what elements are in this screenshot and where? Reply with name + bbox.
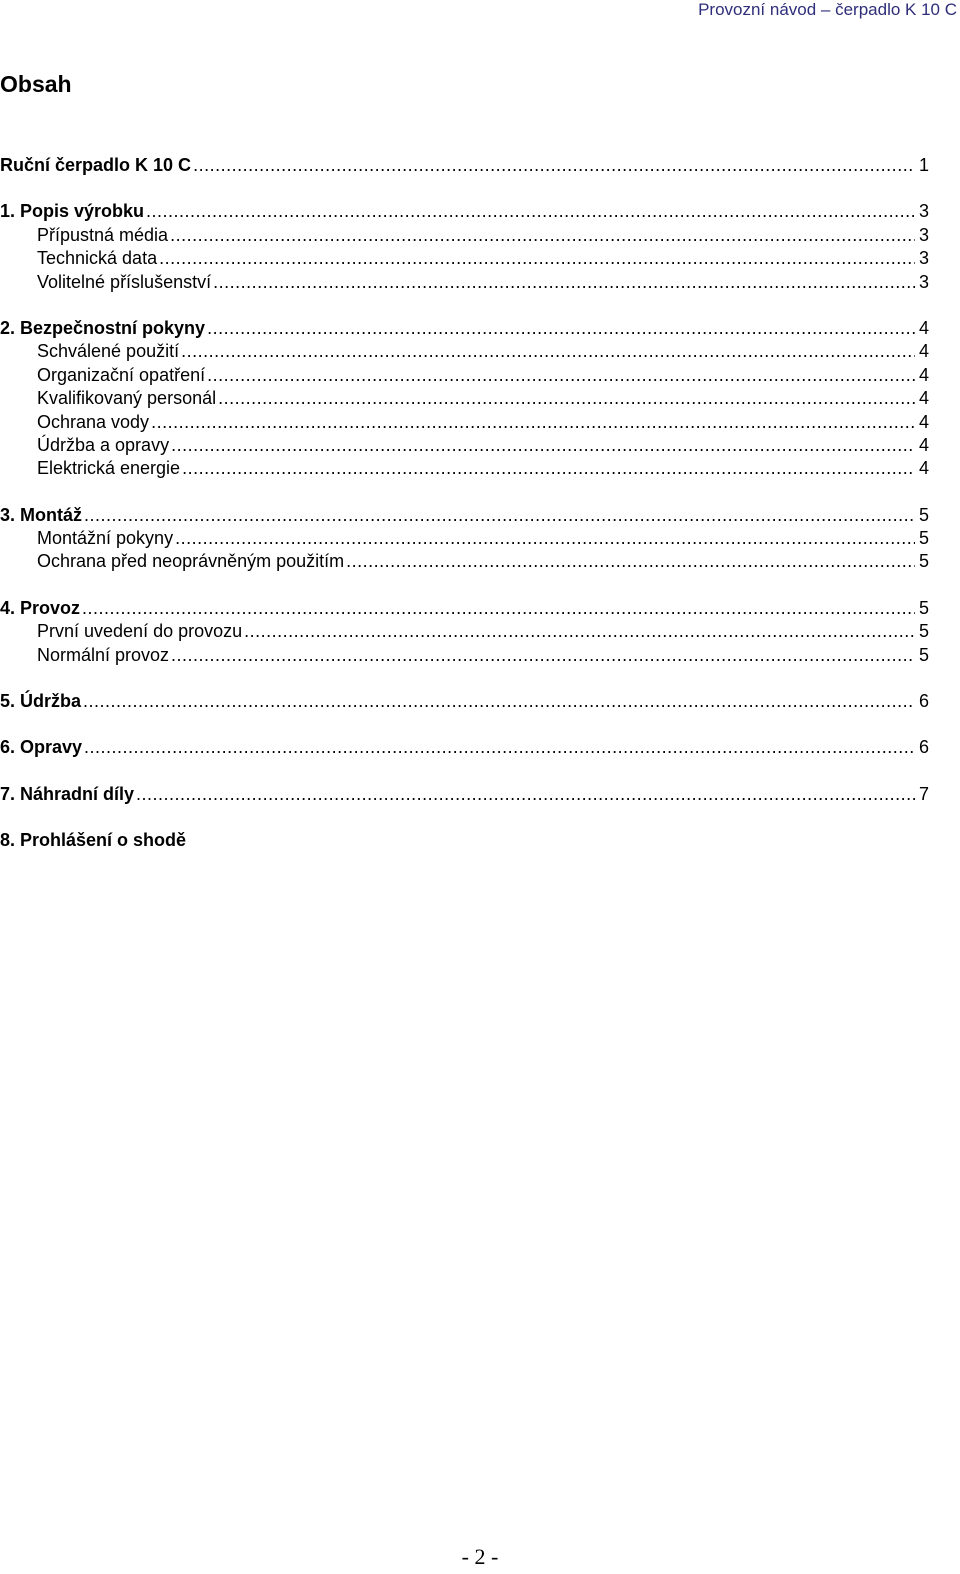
toc-entry[interactable] — [0, 783, 929, 806]
toc-entry[interactable] — [0, 504, 929, 527]
table-of-contents — [0, 154, 929, 876]
toc-entry[interactable] — [0, 247, 929, 270]
toc-entry[interactable] — [0, 457, 929, 480]
toc-dot-leader — [159, 247, 915, 270]
toc-entry-page: 5 — [918, 504, 929, 525]
toc-group — [0, 597, 929, 667]
toc-entry-label: 8. Prohlášení o shodě — [0, 830, 187, 851]
toc-entry-label: 1. Popis výrobku — [0, 201, 145, 222]
toc-entry-page: 5 — [918, 551, 929, 572]
toc-entry-label: 6. Opravy — [0, 737, 83, 758]
running-header: Provozní návod – čerpadlo K 10 C — [698, 0, 957, 19]
toc-entry[interactable] — [0, 411, 929, 434]
toc-entry[interactable] — [0, 224, 929, 247]
toc-entry-label: Schválené použití — [37, 341, 180, 362]
toc-entry-label: Ochrana před neoprávněným použitím — [37, 551, 345, 572]
toc-dot-leader — [175, 527, 915, 550]
toc-dot-leader — [171, 434, 915, 457]
toc-dot-leader — [170, 224, 915, 247]
toc-entry-label: Údržba a opravy — [37, 434, 170, 455]
toc-entry-page: 5 — [918, 597, 929, 618]
toc-dot-leader — [83, 690, 915, 713]
toc-entry-page: 5 — [918, 528, 929, 549]
toc-entry-label: Volitelné příslušenství — [37, 271, 212, 292]
toc-entry-label: Ochrana vody — [37, 411, 150, 432]
toc-entry-label: Ruční čerpadlo K 10 C — [0, 155, 192, 175]
toc-entry-label: Normální provoz — [37, 644, 170, 665]
toc-group — [0, 317, 929, 481]
toc-entry[interactable] — [0, 200, 929, 223]
toc-dot-leader — [213, 271, 915, 294]
toc-entry-page: 4 — [918, 317, 929, 338]
toc-entry-page: 3 — [918, 201, 929, 222]
toc-dot-leader — [82, 597, 915, 620]
toc-entry[interactable] — [0, 690, 929, 713]
toc-entry[interactable] — [0, 829, 929, 852]
page-title: Obsah — [0, 71, 72, 97]
toc-dot-leader — [346, 550, 915, 573]
toc-entry-page: 4 — [918, 434, 929, 455]
toc-dot-leader — [182, 457, 915, 480]
toc-entry-page: 1 — [918, 155, 929, 175]
toc-group — [0, 200, 929, 294]
toc-entry[interactable] — [0, 317, 929, 340]
page-number: - 2 - — [461, 1544, 499, 1569]
toc-entry-page: 3 — [918, 271, 929, 292]
toc-entry-page: 6 — [918, 691, 929, 712]
toc-entry-page: 5 — [918, 644, 929, 665]
toc-group — [0, 504, 929, 574]
toc-dot-leader — [218, 387, 915, 410]
toc-dot-leader — [84, 504, 915, 527]
toc-entry-label: Elektrická energie — [37, 458, 181, 479]
toc-entry-page: 4 — [918, 364, 929, 385]
toc-entry[interactable] — [0, 644, 929, 667]
toc-dot-leader — [244, 620, 915, 643]
toc-entry-label: První uvedení do provozu — [37, 621, 243, 642]
toc-entry[interactable] — [0, 364, 929, 387]
toc-group — [0, 829, 929, 852]
toc-entry[interactable] — [0, 271, 929, 294]
toc-entry-page: 4 — [918, 458, 929, 479]
toc-dot-leader — [181, 340, 915, 363]
toc-entry-page: 5 — [918, 621, 929, 642]
toc-entry[interactable] — [0, 550, 929, 573]
toc-entry-label: Kvalifikovaný personál — [37, 388, 217, 409]
toc-dot-leader — [171, 644, 915, 667]
toc-dot-leader — [207, 317, 915, 340]
toc-dot-leader — [207, 364, 915, 387]
toc-dot-leader — [136, 783, 915, 806]
toc-entry[interactable] — [0, 527, 929, 550]
toc-entry[interactable] — [0, 340, 929, 363]
toc-entry-page: 4 — [918, 341, 929, 362]
toc-entry-page: 7 — [918, 783, 929, 804]
toc-entry[interactable] — [0, 154, 929, 177]
toc-entry-label: 4. Provoz — [0, 597, 81, 618]
toc-entry-page: 4 — [918, 388, 929, 409]
toc-entry-label: Technická data — [37, 248, 158, 269]
toc-group — [0, 690, 929, 713]
toc-entry[interactable] — [0, 736, 929, 759]
toc-entry[interactable] — [0, 434, 929, 457]
toc-entry-label: 7. Náhradní díly — [0, 783, 135, 804]
toc-dot-leader — [84, 736, 915, 759]
toc-entry-page: 6 — [918, 737, 929, 758]
toc-dot-leader — [193, 154, 915, 177]
toc-group — [0, 783, 929, 806]
toc-entry-label: Organizační opatření — [37, 364, 206, 385]
toc-entry-label: 5. Údržba — [0, 691, 82, 712]
toc-entry-label: Přípustná média — [37, 224, 169, 245]
toc-group — [0, 736, 929, 759]
toc-entry-page: 3 — [918, 248, 929, 269]
toc-entry-page: 3 — [918, 224, 929, 245]
toc-entry-label: 3. Montáž — [0, 504, 83, 525]
toc-entry[interactable] — [0, 597, 929, 620]
toc-dot-leader — [151, 411, 915, 434]
toc-entry-label: 2. Bezpečnostní pokyny — [0, 317, 206, 338]
toc-entry-label: Montážní pokyny — [37, 528, 174, 549]
toc-entry[interactable] — [0, 387, 929, 410]
toc-entry[interactable] — [0, 620, 929, 643]
toc-group — [0, 154, 929, 177]
toc-dot-leader — [146, 200, 915, 223]
toc-entry-page: 4 — [918, 411, 929, 432]
